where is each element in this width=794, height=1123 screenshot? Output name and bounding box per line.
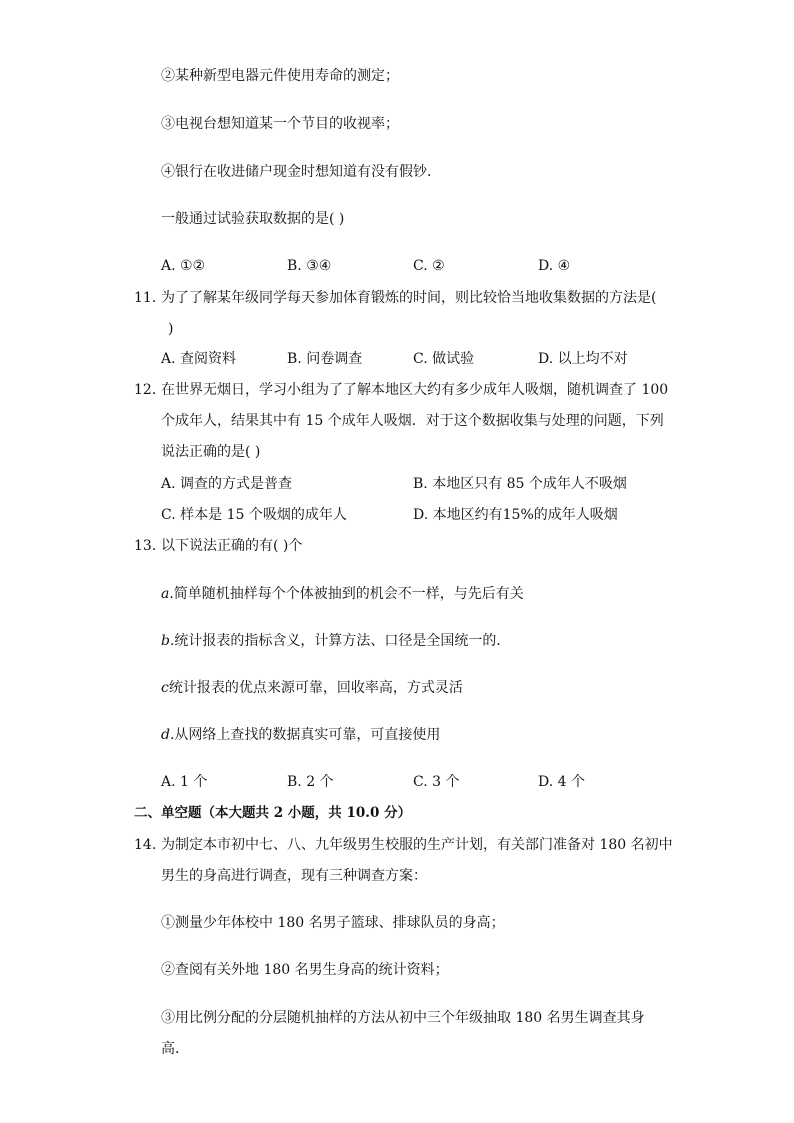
q10-option-b[interactable]: B. ③④ <box>287 258 332 274</box>
q11-option-a[interactable]: A. 查阅资料 <box>161 351 237 367</box>
q10-item-4: ④银行在收进储户现金时想知道有没有假钞． <box>161 164 441 180</box>
q12-option-a[interactable]: A. 调查的方式是普查 <box>161 476 293 492</box>
statement-text: .简单随机抽样每个个体被抽到的机会不一样，与先后有关 <box>169 586 524 602</box>
q12-option-d[interactable]: D. 本地区约有15%的成年人吸烟 <box>413 507 618 523</box>
q12-number: 12. <box>134 382 157 398</box>
section-heading: 二、单空题（本大题共 2 小题，共 10.0 分） <box>134 805 412 821</box>
q11-stem-tail: ) <box>168 321 174 337</box>
statement-letter: c <box>161 680 169 696</box>
q10-option-d[interactable]: D. ④ <box>538 258 571 274</box>
q11-number: 11. <box>134 290 157 306</box>
q14-stem-line-1: 为制定本市初中七、八、九年级男生校服的生产计划，有关部门准备对 180 名初中 <box>161 837 673 853</box>
q13-stem: 以下说法正确的有( )个 <box>161 538 303 554</box>
statement-text: 统计报表的优点来源可靠，回收率高，方式灵活 <box>168 680 463 696</box>
q10-item-3: ③电视台想知道某一个节目的收视率； <box>161 116 399 132</box>
q10-stem: 一般通过试验获取数据的是( ) <box>161 211 345 227</box>
q13-number: 13. <box>134 538 157 554</box>
q13-statement-c <box>161 678 463 698</box>
q13-statement-a <box>161 584 524 604</box>
q12-stem-line-2: 个成年人，结果其中有 15 个成年人吸烟．对于这个数据收集与处理的问题，下列 <box>161 413 664 429</box>
q11-option-d[interactable]: D. 以上均不对 <box>538 351 628 367</box>
q13-option-d[interactable]: D. 4 个 <box>538 774 585 790</box>
q12-option-b[interactable]: B. 本地区只有 85 个成年人不吸烟 <box>413 476 627 492</box>
q10-option-a[interactable]: A. ①② <box>161 258 206 274</box>
statement-letter: b <box>161 633 170 649</box>
q14-item-2: ②查阅有关外地 180 名男生身高的统计资料； <box>161 962 449 978</box>
q13-option-b[interactable]: B. 2 个 <box>287 774 334 790</box>
q14-stem-line-2: 男生的身高进行调查，现有三种调查方案： <box>161 868 427 884</box>
q13-statement-b <box>161 631 510 651</box>
q13-statement-d <box>161 725 440 745</box>
q12-stem-line-3: 说法正确的是( ) <box>161 444 261 460</box>
q13-option-c[interactable]: C. 3 个 <box>413 774 460 790</box>
q10-option-c[interactable]: C. ② <box>413 258 445 274</box>
q13-option-a[interactable]: A. 1 个 <box>161 774 208 790</box>
q14-item-3: ③用比例分配的分层随机抽样的方法从初中三个年级抽取 180 名男生调查其身 <box>161 1010 645 1026</box>
statement-letter: a <box>161 586 170 602</box>
q12-stem-line-1: 在世界无烟日，学习小组为了了解本地区大约有多少成年人吸烟，随机调查了 100 <box>161 382 669 398</box>
statement-text: .从网络上查找的数据真实可靠，可直接使用 <box>169 727 441 743</box>
statement-letter: d <box>161 727 170 743</box>
q10-item-2: ②某种新型电器元件使用寿命的测定； <box>161 68 399 84</box>
q14-item-1: ①测量少年体校中 180 名男子篮球、排球队员的身高； <box>161 915 505 931</box>
statement-text: .统计报表的指标含义，计算方法、口径是全国统一的． <box>169 633 511 649</box>
q12-option-c[interactable]: C. 样本是 15 个吸烟的成年人 <box>161 507 347 523</box>
q11-option-c[interactable]: C. 做试验 <box>413 351 475 367</box>
q11-option-b[interactable]: B. 问卷调查 <box>287 351 363 367</box>
q14-item-3-tail: 高． <box>161 1041 189 1057</box>
q11-stem: 为了了解某年级同学每天参加体育锻炼的时间，则比较恰当地收集数据的方法是( <box>161 290 657 306</box>
q14-number: 14. <box>134 837 157 853</box>
